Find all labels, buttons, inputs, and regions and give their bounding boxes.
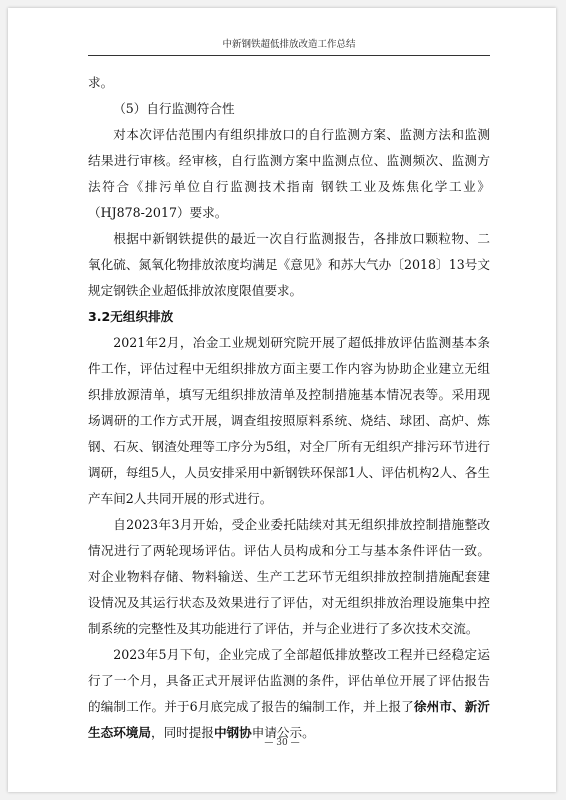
- text-run: 申请公示。: [251, 725, 315, 740]
- paragraph-2023-march: 自2023年3月开始，受企业委托陆续对其无组织排放控制措施整改情况进行了两轮现场评估。评估人员构成和分工与基本条件评估一致。对企业物料存储、物料输送、生产工艺环节无组织排放控制措施配套建设情况及其运行状态及效果进行了评估，对无组织排放治理设施集中控制系统的完整性及其功能进行了评估，并与企业进行了多次技术交流。: [88, 517, 490, 636]
- bold-text-agency: 徐州市、新沂生态环境局: [88, 699, 490, 740]
- paragraph-continuation: 求。: [88, 75, 114, 90]
- subheading-self-monitoring: （5）自行监测符合性: [113, 101, 235, 116]
- document-page: [8, 8, 556, 792]
- paragraph-2021-survey: 2021年2月，冶金工业规划研究院开展了超低排放评估监测基本条件工作，评估过程中无组织排放方面主要工作内容为协助企业建立无组织排放源清单，填写无组织排放清单及控制措施基本情况表等。采用现场调研的工作方式开展，调查组按照原料系统、烧结、球团、高炉、炼钢、石灰、钢渣处理等工序分为5组，对全厂所有无组织产排污环节进行调研，每组5人，人员安排采用中新钢铁环保部1人、评估机构2人、各生产车间2人共同开展的形式进行。: [88, 335, 490, 506]
- section-heading-3-2: 3.2无组织排放: [88, 309, 174, 324]
- text-run: 2023年5月下旬，企业完成了全部超低排放整改工程并已经稳定运行了一个月，具备正式开展评估监测的条件，评估单位开展了评估报告的编制工作。并于6月底完成了报告的编制工作，并上报了: [88, 647, 490, 714]
- paragraph-monitoring-review: 对本次评估范围内有组织排放口的自行监测方案、监测方法和监测结果进行审核。经审核，自行监测方案中监测点位、监测频次、监测方法符合《排污单位自行监测技术指南 钢铁工业及炼焦化学工业》（HJ878-2017）要求。: [88, 127, 490, 220]
- page-number: — 30 —: [264, 738, 300, 748]
- page-header: 中新钢铁超低排放改造工作总结: [88, 36, 490, 56]
- paragraph-monitoring-report: 根据中新钢铁提供的最近一次自行监测报告，各排放口颗粒物、二氧化硫、氮氧化物排放浓度均满足《意见》和苏大气办〔2018〕13号文规定钢铁企业超低排放浓度限值要求。: [88, 231, 490, 298]
- page-body: [88, 70, 490, 746]
- paragraph-2023-may: [88, 642, 490, 746]
- text-run: ，同时提报: [150, 725, 214, 740]
- bold-text-csia: 中钢协: [213, 725, 252, 740]
